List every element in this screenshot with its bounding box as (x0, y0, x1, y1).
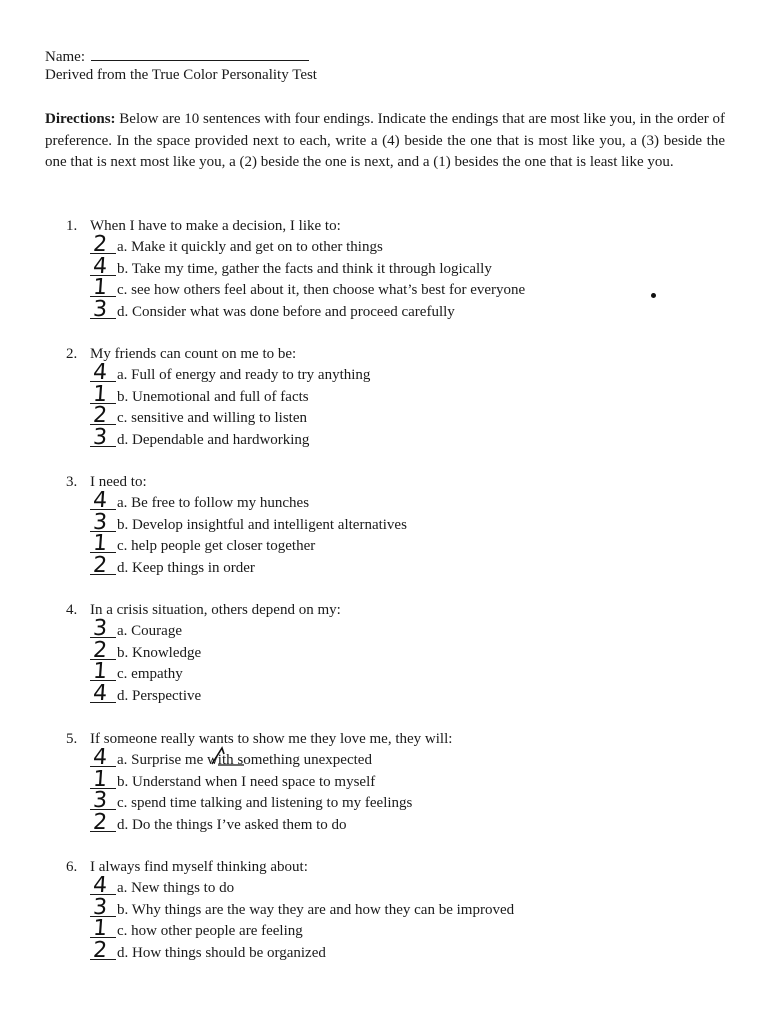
option-row (66, 937, 666, 965)
option-text: b. Unemotional and full of facts (117, 388, 309, 405)
handwritten-answer: 4 (92, 873, 108, 898)
answer-blank[interactable] (90, 616, 116, 641)
answer-blank[interactable] (90, 937, 116, 963)
directions-paragraph (45, 109, 725, 174)
option-row (66, 745, 666, 772)
handwritten-answer: 3 (92, 424, 108, 450)
option-row (66, 296, 666, 324)
question-text: When I have to make a decision, I like to: (90, 218, 341, 234)
question-text: I always find myself thinking about: (90, 859, 308, 875)
option-text: c. help people get closer together (117, 538, 316, 554)
option-text: b. Take my time, gather the facts and think it through logically (117, 260, 492, 277)
option-row (66, 680, 666, 708)
answer-blank[interactable] (90, 296, 116, 322)
handwritten-answer: 2 (92, 232, 108, 257)
option-row (66, 381, 666, 409)
answer-blank[interactable] (90, 809, 116, 835)
handwritten-answer: 1 (92, 659, 108, 684)
option-row (66, 916, 666, 943)
option-text: a. Make it quickly and get on to other things (117, 239, 383, 255)
scribble-stroke (212, 748, 224, 764)
subtitle: Derived from the True Color Personality Test (45, 67, 317, 83)
option-text: a. Full of energy and ready to try anything (117, 367, 371, 383)
option-row (66, 616, 666, 643)
answer-blank[interactable] (90, 680, 116, 706)
option-row (66, 809, 666, 837)
answer-blank[interactable] (90, 253, 116, 279)
question-2 (66, 344, 666, 451)
option-text: c. empathy (117, 666, 183, 682)
handwritten-answer: 3 (92, 509, 108, 535)
pen-dot-mark (651, 293, 656, 298)
handwritten-answer: 4 (92, 488, 108, 513)
name-label: Name: (45, 49, 89, 65)
question-text: I need to: (90, 474, 147, 490)
option-row (66, 275, 666, 302)
option-row (66, 403, 666, 430)
question-number: 3. (66, 474, 78, 490)
answer-blank[interactable] (90, 232, 116, 257)
question-number: 2. (66, 346, 78, 362)
answer-blank[interactable] (90, 403, 116, 428)
option-text: d. Dependable and hardworking (117, 431, 310, 448)
option-row (66, 509, 666, 537)
option-text: a. New things to do (117, 880, 235, 896)
option-text: d. How things should be organized (117, 944, 326, 961)
option-text: d. Keep things in order (117, 559, 255, 576)
option-text: a. Surprise me with something unexpected (117, 752, 372, 768)
name-blank-line[interactable] (91, 46, 309, 61)
question-3 (66, 472, 666, 579)
option-row (66, 360, 666, 387)
handwritten-answer: 3 (92, 788, 108, 813)
option-row (66, 894, 666, 922)
handwritten-answer: 2 (92, 937, 108, 963)
question-stem (66, 472, 666, 493)
option-text: c. sensitive and willing to listen (117, 410, 307, 426)
question-stem (66, 857, 666, 878)
handwritten-answer: 4 (92, 253, 108, 279)
handwritten-answer: 4 (92, 745, 108, 770)
handwritten-answer: 3 (92, 894, 108, 920)
directions-text: Below are 10 sentences with four endings. Indicate the endings that are most like you, in the order of preference. In the space provided next to each, write a (4) beside the one that is most like you, a (3) beside the one that is next most like you, a (2) beside the one is next, and a (1) besides the one that is least like you. (45, 111, 725, 170)
handwritten-answer: 1 (92, 275, 108, 300)
answer-blank[interactable] (90, 745, 116, 770)
handwritten-answer: 3 (92, 616, 108, 641)
option-row (66, 488, 666, 515)
option-row (66, 253, 666, 281)
question-number: 6. (66, 859, 78, 875)
option-text: b. Why things are the way they are and how they can be improved (117, 901, 515, 918)
option-text: a. Be free to follow my hunches (117, 495, 310, 511)
option-text: c. how other people are feeling (117, 923, 303, 939)
handwritten-answer: 4 (92, 680, 108, 706)
answer-blank[interactable] (90, 488, 116, 513)
answer-blank[interactable] (90, 381, 116, 407)
answer-blank[interactable] (90, 766, 116, 792)
option-row (66, 659, 666, 686)
option-text: a. Courage (117, 623, 182, 639)
answer-blank[interactable] (90, 916, 116, 941)
answer-blank[interactable] (90, 659, 116, 684)
handwritten-answer: 1 (92, 916, 108, 941)
option-text: c. spend time talking and listening to my feelings (117, 795, 413, 811)
option-row (66, 766, 666, 794)
answer-blank[interactable] (90, 360, 116, 385)
option-row (66, 232, 666, 259)
handwritten-answer: 1 (92, 381, 108, 407)
question-4 (66, 600, 666, 707)
question-text: In a crisis situation, others depend on my: (90, 602, 341, 618)
option-text: c. see how others feel about it, then choose what’s best for everyone (117, 282, 526, 298)
answer-blank[interactable] (90, 509, 116, 535)
option-row (66, 873, 666, 900)
option-row (66, 552, 666, 580)
answer-blank[interactable] (90, 637, 116, 663)
option-row (66, 424, 666, 452)
handwritten-answer: 2 (92, 403, 108, 428)
handwritten-answer: 3 (92, 296, 108, 322)
option-text: d. Perspective (117, 687, 202, 704)
question-text: My friends can count on me to be: (90, 346, 297, 362)
option-text: d. Consider what was done before and proceed carefully (117, 303, 455, 320)
directions-label: Directions: (45, 111, 116, 127)
question-number: 1. (66, 218, 78, 234)
question-5 (66, 729, 666, 836)
option-text: b. Knowledge (117, 644, 202, 661)
handwritten-answer: 2 (92, 552, 108, 578)
handwritten-answer: 4 (92, 360, 108, 385)
answer-blank[interactable] (90, 531, 116, 556)
option-text: b. Understand when I need space to myself (117, 773, 376, 790)
handwritten-answer: 2 (92, 809, 108, 835)
question-number: 5. (66, 731, 78, 747)
question-6 (66, 857, 666, 964)
name-field (45, 46, 309, 66)
handwritten-answer: 2 (92, 637, 108, 663)
question-stem (66, 344, 666, 365)
option-text: b. Develop insightful and intelligent alternatives (117, 516, 407, 533)
pen-scribble-mark (208, 744, 248, 768)
option-text: d. Do the things I’ve asked them to do (117, 816, 347, 833)
answer-blank[interactable] (90, 894, 116, 920)
question-stem (66, 216, 666, 237)
option-row (66, 637, 666, 665)
question-1 (66, 216, 666, 323)
option-row (66, 788, 666, 815)
answer-blank[interactable] (90, 873, 116, 898)
question-stem (66, 600, 666, 621)
answer-blank[interactable] (90, 552, 116, 578)
handwritten-answer: 1 (92, 766, 108, 792)
answer-blank[interactable] (90, 424, 116, 450)
option-row (66, 531, 666, 558)
answer-blank[interactable] (90, 275, 116, 300)
answer-blank[interactable] (90, 788, 116, 813)
question-number: 4. (66, 602, 78, 618)
handwritten-answer: 1 (92, 531, 108, 556)
question-text: If someone really wants to show me they love me, they will: (90, 731, 453, 747)
question-stem (66, 729, 666, 750)
